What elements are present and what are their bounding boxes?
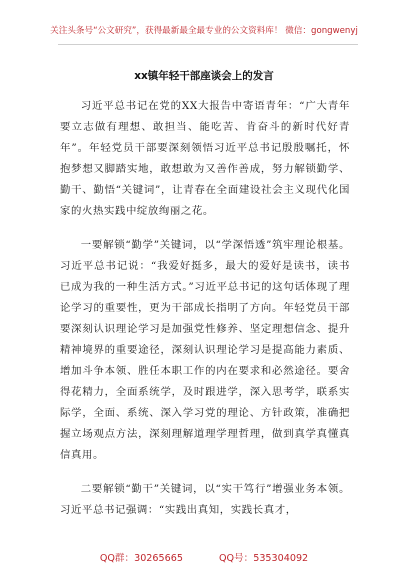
document-body xyxy=(60,96,350,534)
footer-contacts xyxy=(0,550,408,564)
paragraph-work: 二要解锁“勤干”关键词，以“实干笃行”增强业务本领。习近平总书记强调：“实践出真知，实践长真才， xyxy=(60,483,350,516)
paragraph-intro: 习近平总书记在党的XX大报告中寄语青年：“广大青年要立志做有理想、敢担当、能吃苦、肯奋斗的新时代好青年”。年轻党员干部要深刻领悟习近平总书记殷殷嘱托，怀抱梦想又脚踏实地，敢想敢为又善作善成，努力解锁勤学、勤干、勤悟“关键词”，让青春在全面建设社会主义现代化国家的火热实践中绽放绚丽之花。 xyxy=(60,100,350,217)
header-banner: 关注头条号“公文研究”，获得最新最全最专业的公文资料库！ 微信：gongwenyj xyxy=(50,26,358,36)
paragraph-study: 一要解锁“勤学”关键词，以“学深悟透”筑牢理论根基。习近平总书记说：“我爱好挺多，最大的爱好是读书，读书已成为我的一种生活方式。”习近平总书记的这句话体现了理论学习的重要性，更为干部成长指明了方向。年轻党员干部要深刻认识理论学习是加强党性修养、坚定理想信念、提升精神境界的重要途径，深刻认识理论学习是提高能力素质、增加斗争本领、胜任本职工作的内在要求和必然途径。要舍得花精力，全面系统学，及时跟进学，深入思考学，联系实际学，全面、系统、深入学习党的理论、方针政策，准确把握立场观点方法，深刻理解道理学理哲理，做到真学真懂真信真用。 xyxy=(60,239,350,461)
footer-qq-group: QQ群：30265665 xyxy=(99,553,183,564)
document-title: xx镇年轻干部座谈会上的发言 xyxy=(134,70,274,82)
footer-qq-number: QQ号：535304092 xyxy=(218,553,309,564)
header-divider xyxy=(58,44,358,45)
